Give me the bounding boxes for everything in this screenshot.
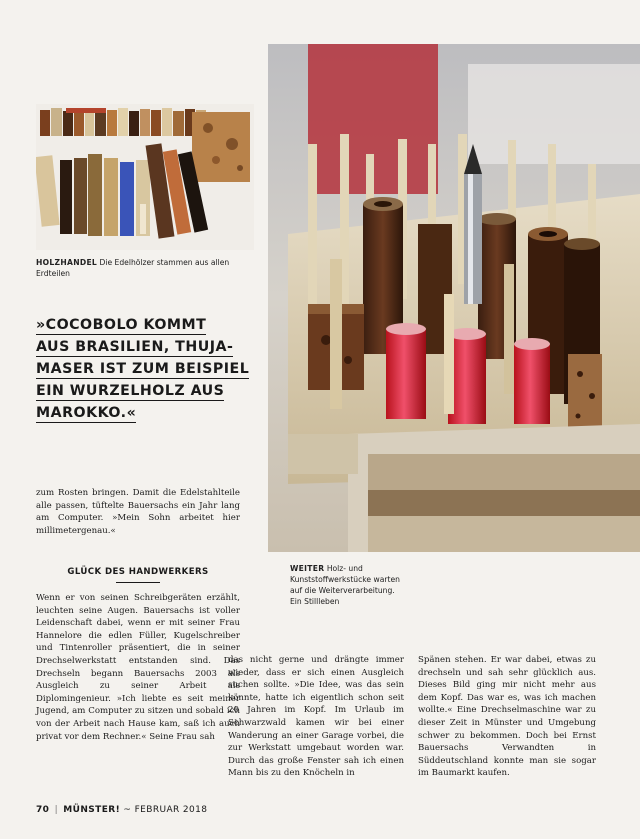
pen-blanks-photo <box>268 44 640 552</box>
pull-quote-line: AUS BRASILIEN, THUJA- <box>36 339 234 355</box>
pull-quote-line: MASER IST ZUM BEISPIEL <box>36 361 250 377</box>
caption-text: Holz- und Kunststoffwerkstücke warten auf die Weiterverarbeitung. Ein Stillleben <box>290 564 400 606</box>
caption-holzhandel <box>36 257 246 279</box>
pull-quote-line: »COCOBOLO KOMMT <box>36 317 207 333</box>
caption-weiter <box>290 563 400 607</box>
body-column-1: Wenn er von seinen Schreibgeräten erzählt, leuchten seine Augen. Bauersachs ist voller Leidenschaft dabei, wenn er mit seiner Frau Hannelore die edlen Füller, Kugelschreiber und Tintenroller präsentiert, die in seiner Drechselwerkstatt entstanden sind. Das Drechseln begann Bauersachs 2003 als Ausgleich zu seiner Arbeit als Diplomingenieur. »Ich liebte es seit meiner Jugend, am Computer zu sitzen und sobald ich von der Arbeit nach Hause kam, saß ich auch privat vor dem Rechner.« Seine Frau sah <box>36 593 240 742</box>
body-column-1-top: zum Rosten bringen. Damit die Edelstahlteile alle passen, tüftelte Bauersachs ein Jahr lang am Computer. »Mein Sohn arbeitet hier millimetergenau.« <box>36 488 240 536</box>
page-footer <box>36 805 207 815</box>
issue-date: ~ FEBRUAR 2018 <box>123 805 208 815</box>
pull-quote-line: EIN WURZELHOLZ AUS <box>36 383 225 399</box>
pull-quote <box>36 314 256 424</box>
wood-blocks-photo <box>36 104 254 250</box>
caption-label: HOLZHANDEL <box>36 258 98 267</box>
footer-divider: | <box>54 805 59 815</box>
page-number: 70 <box>36 805 50 815</box>
heading-rule <box>116 582 160 583</box>
caption-text: Die Edelhölzer stammen aus allen Erdteilen <box>36 258 230 278</box>
section-heading: GLÜCK DES HANDWERKERS <box>67 567 209 577</box>
body-column-2: das nicht gerne und drängte immer wieder, dass er sich einen Ausgleich suchen sollte. »Die Idee, was das sein könnte, hatte ich eigentlich schon seit 20 Jahren im Kopf. Im Urlaub im Schwarzwald kamen wir bei einer Wanderung an einer Garage vorbei, die zur Werkstatt umgebaut worden war. Durch das große Fenster sah ich einen Mann bis zu den Knöcheln in <box>228 655 404 779</box>
magazine-name: MÜNSTER! <box>63 805 121 815</box>
pull-quote-line: MAROKKO.« <box>36 405 137 421</box>
body-column-3: Spänen stehen. Er war dabei, etwas zu drechseln und sah sehr glücklich aus. Dieses Bild ging mir nicht mehr aus dem Kopf. Das war es, was ich machen wollte.« Eine Drechselmaschine war zu dieser Zeit in Münster und Umgebung schwer zu bekommen. Doch bei Ernst Bauersachs Verwandten in Süddeutschland konnte man sie sogar im Baumarkt kaufen. <box>418 655 596 779</box>
caption-label: WEITER <box>290 564 325 573</box>
